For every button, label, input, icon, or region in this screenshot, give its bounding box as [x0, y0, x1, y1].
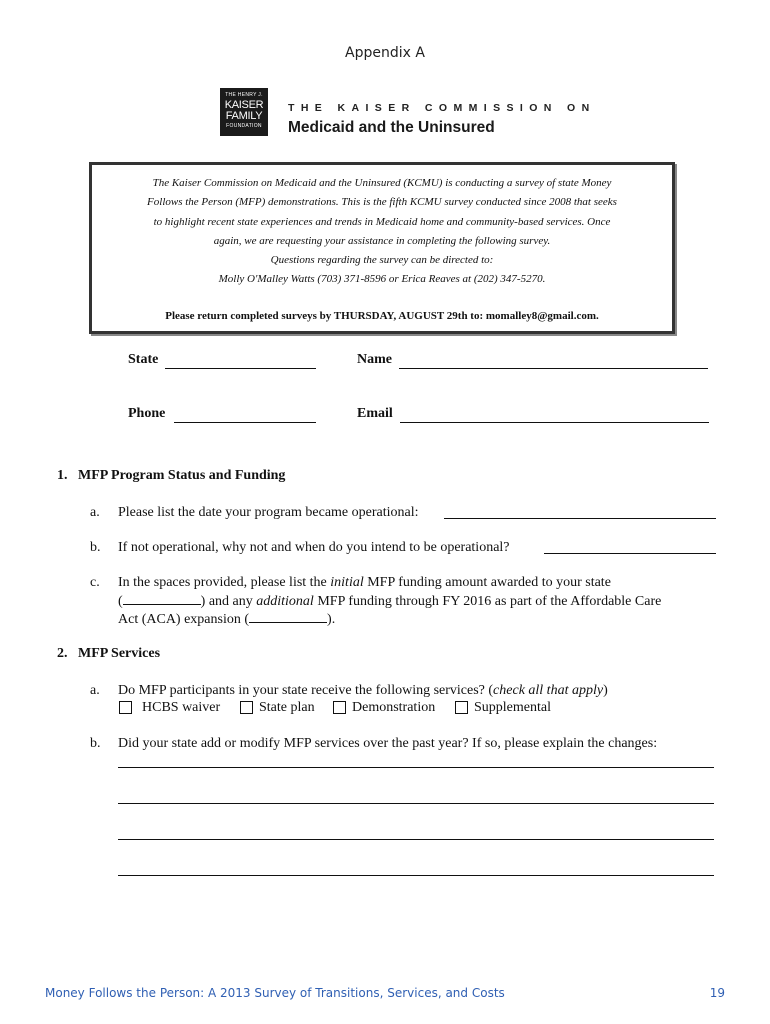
state-field[interactable] — [165, 354, 316, 369]
answer-line[interactable] — [118, 803, 714, 804]
initial-funding-field[interactable] — [123, 592, 201, 605]
intro-line: again, we are requesting your assistance in completing the following survey. — [213, 234, 551, 247]
q1c-initial: initial — [330, 575, 364, 590]
supplemental-label: Supplemental — [474, 700, 551, 715]
question-1b-text: If not operational, why not and when do you intend to be operational? — [118, 540, 510, 555]
question-2a-label: a. — [90, 683, 100, 698]
question-1a-label: a. — [90, 505, 100, 520]
question-1c-line-2 — [118, 592, 661, 611]
question-1a-text: Please list the date your program became operational: — [118, 505, 419, 520]
intro-box — [89, 162, 675, 334]
supplemental-checkbox[interactable] — [455, 701, 468, 714]
state-plan-label: State plan — [259, 700, 315, 715]
question-2a-text — [118, 682, 608, 700]
operational-date-field[interactable] — [444, 504, 716, 519]
q1c-text: ( — [118, 594, 123, 609]
footer-title: Money Follows the Person: A 2013 Survey of Transitions, Services, and Costs — [45, 986, 505, 1000]
question-2b-label: b. — [90, 736, 101, 751]
commission-heading: THE KAISER COMMISSION ON — [288, 102, 596, 114]
logo-line-4: FOUNDATION — [226, 123, 262, 129]
page-number: 19 — [709, 986, 725, 1000]
q1c-text: In the spaces provided, please list the — [118, 575, 331, 590]
q1c-text: MFP funding amount awarded to your state — [363, 575, 611, 590]
question-2b-text: Did your state add or modify MFP services over the past year? If so, please explain the changes: — [118, 736, 658, 751]
logo-line-2: KAISER — [224, 99, 264, 111]
appendix-title: Appendix A — [345, 45, 425, 61]
return-note: Please return completed surveys by THURSDAY, AUGUST 29th to: momalley8@gmail.com. — [165, 310, 599, 322]
q2a-italic: check all that apply — [493, 683, 604, 698]
q1c-text: Act (ACA) expansion ( — [118, 612, 250, 627]
answer-line[interactable] — [118, 875, 714, 876]
email-label: Email — [357, 406, 393, 421]
q2a-text: ) — [603, 683, 608, 698]
hcbs-waiver-checkbox[interactable] — [119, 701, 132, 714]
name-field[interactable] — [399, 354, 708, 369]
additional-funding-field[interactable] — [249, 610, 327, 623]
intro-line: Molly O'Malley Watts (703) 371-8596 or Erica Reaves at (202) 347-5270. — [218, 273, 546, 286]
question-1c-line-3 — [118, 610, 335, 629]
q1c-text: MFP funding through FY 2016 as part of the Affordable Care — [313, 594, 662, 609]
hcbs-waiver-label: HCBS waiver — [142, 700, 221, 715]
section-1-title: 1. MFP Program Status and Funding — [57, 468, 286, 483]
answer-line[interactable] — [118, 839, 714, 840]
section-2-title: 2. MFP Services — [57, 646, 161, 661]
intro-text — [102, 174, 662, 290]
name-label: Name — [357, 352, 392, 367]
intro-line: Questions regarding the survey can be directed to: — [270, 254, 494, 267]
answer-line[interactable] — [118, 767, 714, 768]
question-1b-label: b. — [90, 540, 101, 555]
logo-line-1: THE HENRY J. — [225, 92, 263, 98]
intro-line: to highlight recent state experiences and trends in Medicaid home and community-based services. Once — [153, 215, 611, 228]
q1c-additional: additional — [256, 594, 314, 609]
intro-line: The Kaiser Commission on Medicaid and the Uninsured (KCMU) is conducting a survey of state Money — [152, 177, 612, 189]
medicaid-heading: Medicaid and the Uninsured — [288, 119, 495, 136]
email-field[interactable] — [400, 408, 709, 423]
phone-field[interactable] — [174, 408, 316, 423]
q2a-text: Do MFP participants in your state receive the following services? ( — [118, 683, 494, 698]
intro-line: Follows the Person (MFP) demonstrations. This is the fifth KCMU survey conducted since 2008 that seeks — [147, 196, 617, 209]
state-label: State — [128, 352, 159, 367]
phone-label: Phone — [128, 406, 166, 421]
state-plan-checkbox[interactable] — [240, 701, 253, 714]
q1c-text: ). — [327, 612, 336, 627]
question-1c-line-1 — [118, 574, 611, 592]
question-1c-label: c. — [90, 575, 100, 590]
logo-line-3: FAMILY — [225, 110, 263, 122]
q1c-text: ) and any — [200, 594, 257, 609]
demonstration-label: Demonstration — [352, 700, 436, 715]
demonstration-checkbox[interactable] — [333, 701, 346, 714]
not-operational-field[interactable] — [544, 539, 716, 554]
kff-logo — [220, 88, 268, 136]
